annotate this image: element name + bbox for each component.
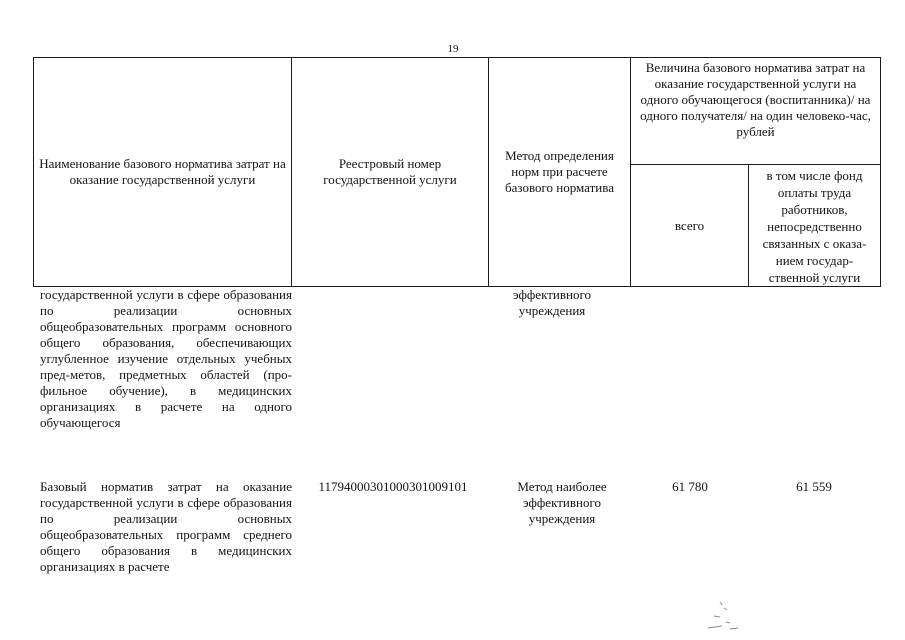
header-value-group-label: Величина базового норматива затрат на оказание государственной услуги на одного обучающегося (воспитанника)/ на одного получателя/ на один человеко-час, рублей bbox=[640, 60, 871, 139]
header-name-label: Наименование базового норматива затрат на оказание государственной услуги bbox=[39, 156, 286, 187]
row-registry-cell: 11794000301000301009101 bbox=[318, 479, 468, 494]
header-total-label: всего bbox=[674, 217, 705, 233]
header-cell-total bbox=[631, 165, 749, 287]
header-cell-method bbox=[489, 58, 631, 287]
header-cell-name bbox=[34, 58, 292, 287]
row-method-cell: Метод наиболее эффективного учреждения bbox=[517, 479, 607, 526]
row-method-cell: эффективного учреждения bbox=[513, 287, 591, 318]
header-cell-value-group bbox=[631, 58, 881, 165]
scan-artifact-mark bbox=[700, 598, 750, 634]
table-header bbox=[33, 57, 881, 287]
row-name-cell: Базовый норматив затрат на оказание государственной услуги в сфере образования по реализации основных общеобразовательных программ среднего общего образования в медицинских организациях в расчете bbox=[40, 479, 292, 574]
header-cell-registry bbox=[292, 58, 489, 287]
header-method-label: Метод определения норм при расчете базового норматива bbox=[505, 148, 614, 195]
row-fund-cell: 61 559 bbox=[796, 479, 832, 494]
header-fund-label: в том числе фонд оплаты труда работников, непосредственно связанных с оказа-нием государ-ственной услуги bbox=[762, 168, 867, 285]
page-number: 19 bbox=[447, 43, 459, 55]
header-registry-label: Реестровый номер государственной услуги bbox=[323, 156, 457, 187]
row-total-cell: 61 780 bbox=[672, 479, 708, 494]
row-name-cell: государственной услуги в сфере образования по реализации основных общеобразовательных программ основного общего образования, обеспечивающих углубленное изучение отдельных учебных пред-метов, предметных областей (про-фильное обучение), в медицинских организациях в расчете на одного обучающегося bbox=[40, 287, 292, 430]
header-cell-fund bbox=[749, 165, 881, 287]
